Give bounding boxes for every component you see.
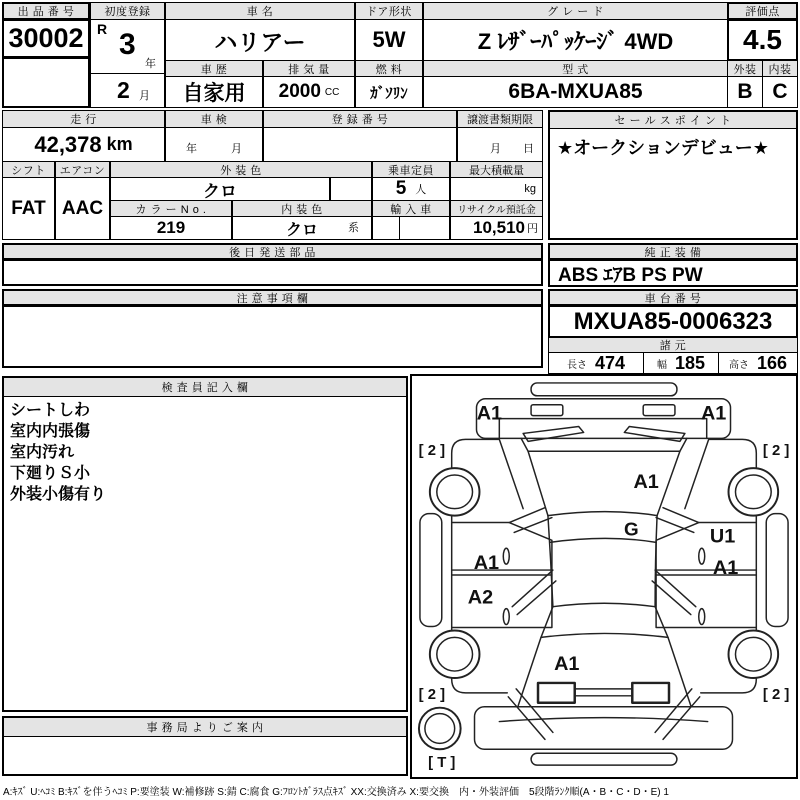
capacity-unit: 人 bbox=[415, 184, 427, 196]
displacement-unit: CC bbox=[324, 86, 340, 98]
spec-height-value: 166 bbox=[756, 352, 788, 373]
later-parts-cell bbox=[2, 259, 543, 286]
max-load-cell bbox=[450, 177, 543, 201]
windshield-corners bbox=[521, 438, 687, 451]
spec-length-value: 474 bbox=[594, 352, 626, 373]
score-label: 評価点 bbox=[727, 2, 798, 20]
inspection-month-unit: 月 bbox=[231, 143, 242, 155]
inspector-note-line: 下廻りＳ小 bbox=[10, 465, 91, 482]
grade-label: グ レ ー ド bbox=[423, 2, 728, 20]
mileage-value: 42,378 bbox=[34, 131, 102, 157]
right-a-pillar bbox=[656, 508, 699, 533]
int-color-value: クロ bbox=[285, 221, 318, 239]
right-rear-band bbox=[655, 689, 700, 739]
displacement-value-cell bbox=[263, 76, 355, 108]
fuel-value: ｶﾞｿﾘﾝ bbox=[355, 76, 423, 108]
car-name: ハリアー bbox=[165, 19, 355, 61]
first-reg-month-cell bbox=[90, 73, 165, 108]
mileage-cell bbox=[2, 127, 165, 162]
roof-sides bbox=[548, 516, 657, 607]
transfer-label: 譲渡書類期限 bbox=[457, 110, 543, 128]
rear-window-top bbox=[553, 603, 655, 606]
ext-color-sub-cell bbox=[330, 177, 372, 201]
auction-no-label: 出 品 番 号 bbox=[2, 2, 90, 20]
front-left-wheel-inner bbox=[437, 475, 473, 509]
ext-color-label: 外 装 色 bbox=[110, 161, 372, 178]
spec-length-cell bbox=[548, 352, 644, 374]
displacement-label: 排 気 量 bbox=[263, 60, 355, 77]
left-sill-panel bbox=[420, 514, 442, 627]
tire-mark-front-right: [ 2 ] bbox=[762, 443, 790, 460]
hood-rear-edge bbox=[499, 419, 706, 439]
equipment-value: ABS ｴｱB PS PW bbox=[548, 259, 798, 287]
recycle-value: 10,510 bbox=[473, 218, 525, 237]
reg-no-label: 登 録 番 号 bbox=[263, 110, 457, 128]
recycle-unit: 円 bbox=[527, 223, 538, 235]
left-rear-door-handle bbox=[503, 609, 509, 625]
color-no-label: カ ラ ー N o . bbox=[110, 200, 232, 217]
score-value: 4.5 bbox=[727, 19, 798, 61]
int-color-cell bbox=[232, 216, 372, 240]
history-label: 車 歴 bbox=[165, 60, 263, 77]
model-code-label: 型 式 bbox=[423, 60, 728, 77]
interior-label: 内装 bbox=[762, 60, 798, 77]
spec-width-cell bbox=[643, 352, 719, 374]
equipment-label: 純 正 装 備 bbox=[548, 243, 798, 260]
right-rear-door-handle bbox=[699, 609, 705, 625]
car-name-label: 車 名 bbox=[165, 2, 355, 20]
right-c-pillar bbox=[652, 570, 696, 615]
damage-mark-door-right-bottom: A1 bbox=[712, 557, 739, 580]
ext-color-value: クロ bbox=[110, 177, 330, 201]
first-reg-label: 初度登録 bbox=[90, 2, 165, 20]
color-no-value: 219 bbox=[110, 216, 232, 240]
door-shape-value: 5W bbox=[355, 19, 423, 61]
max-load-label: 最大積載量 bbox=[450, 161, 543, 178]
left-rear-band bbox=[508, 689, 553, 739]
aircon-label: エアコン bbox=[55, 161, 110, 178]
year-unit: 年 bbox=[145, 58, 156, 70]
fuel-label: 燃 料 bbox=[355, 60, 423, 77]
spare-tire-inner bbox=[425, 714, 455, 744]
tire-mark-rear-left: [ 2 ] bbox=[418, 686, 446, 703]
damage-mark-tailgate: A1 bbox=[554, 653, 580, 676]
door-shape-label: ドア形状 bbox=[355, 2, 423, 20]
left-a-pillar bbox=[509, 508, 552, 533]
history-value: 自家用 bbox=[165, 76, 263, 108]
left-front-door-handle bbox=[503, 548, 509, 564]
tail-light-bar bbox=[575, 689, 633, 696]
transfer-month-unit: 月 bbox=[490, 143, 501, 155]
import-cell-a bbox=[372, 216, 400, 240]
grade-value: Z ﾚｻﾞｰﾊﾟｯｹｰｼﾞ 4WD bbox=[423, 19, 728, 61]
inspection-year-unit: 年 bbox=[186, 143, 197, 155]
specs-label: 諸 元 bbox=[548, 337, 798, 353]
mileage-label: 走 行 bbox=[2, 110, 165, 128]
right-front-door-handle bbox=[699, 548, 705, 564]
left-door-divider bbox=[452, 570, 552, 575]
right-sill-panel bbox=[766, 514, 788, 627]
right-tail-light bbox=[632, 683, 669, 703]
displacement-value: 2000 bbox=[278, 81, 321, 102]
inspector-box bbox=[2, 376, 408, 712]
first-reg-month: 2 bbox=[117, 77, 130, 103]
damage-mark-roof: G bbox=[623, 518, 639, 540]
recycle-cell bbox=[450, 216, 543, 240]
damage-mark-door-right-top: U1 bbox=[709, 525, 736, 548]
left-tail-light bbox=[538, 683, 575, 703]
shift-value: FAT bbox=[2, 177, 55, 240]
inspection-cell bbox=[165, 127, 263, 162]
car-diagram bbox=[412, 376, 796, 777]
recycle-label: リサイクル預託金 bbox=[450, 200, 543, 217]
right-door-divider bbox=[656, 570, 756, 575]
interior-grade: C bbox=[762, 76, 798, 108]
office-box bbox=[2, 716, 408, 776]
mileage-unit: km bbox=[106, 134, 133, 154]
damage-mark-windshield: A1 bbox=[633, 470, 659, 493]
rear-bumper bbox=[475, 707, 733, 750]
right-headlight bbox=[643, 405, 675, 416]
office-label: 事 務 局 よ り ご 案 内 bbox=[4, 718, 406, 737]
front-bumper-strip bbox=[531, 383, 677, 396]
max-load-unit: kg bbox=[524, 183, 536, 195]
rear-window bbox=[541, 607, 668, 638]
month-unit: 月 bbox=[139, 90, 150, 102]
damage-mark-door-rear-left: A2 bbox=[467, 586, 494, 609]
int-color-unit: 系 bbox=[348, 222, 359, 234]
inspector-notes bbox=[4, 397, 406, 508]
import-label: 輸 入 車 bbox=[372, 200, 450, 217]
caution-cell bbox=[2, 305, 543, 368]
capacity-label: 乗車定員 bbox=[372, 161, 450, 178]
transfer-day-unit: 日 bbox=[523, 143, 534, 155]
sales-point-text: ★オークションデビュー★ bbox=[557, 138, 769, 158]
rear-bumper-edge bbox=[499, 718, 707, 722]
auction-no: 30002 bbox=[2, 19, 90, 58]
left-c-pillar bbox=[512, 570, 556, 615]
first-reg-year-cell bbox=[90, 19, 165, 74]
front-right-wheel-inner bbox=[735, 475, 771, 509]
spec-width-label: 幅 bbox=[656, 359, 667, 371]
damage-code-legend: A:ｷｽﾞ U:ﾍｺﾐ B:ｷｽﾞを伴うﾍｺﾐ P:要塗装 W:補修跡 S:錆 C:腐食 G:ﾌﾛﾝﾄｶﾞﾗｽ点ｷｽﾞ XX:交換済み X:要交換 内・外装評価 5段階ﾗﾝｸ順(A・B・C・D・E) 1 bbox=[3, 787, 669, 798]
spec-width-value: 185 bbox=[674, 352, 706, 373]
sales-point-label: セ ー ル ス ポ イ ン ト bbox=[550, 112, 796, 129]
shift-label: シフト bbox=[2, 161, 55, 178]
auction-no-extra-cell bbox=[2, 57, 90, 108]
tire-mark-rear-right: [ 2 ] bbox=[762, 686, 790, 703]
chassis-no-value: MXUA85-0006323 bbox=[548, 305, 798, 338]
spec-length-label: 長さ bbox=[566, 359, 587, 371]
model-code-value: 6BA-MXUA85 bbox=[423, 76, 728, 108]
chassis-no-label: 車 台 番 号 bbox=[548, 289, 798, 306]
reg-no-cell bbox=[263, 127, 457, 162]
caution-label: 注 意 事 項 欄 bbox=[2, 289, 543, 306]
capacity-value: 5 bbox=[395, 178, 407, 199]
inspector-note-line: 室内汚れ bbox=[10, 444, 75, 461]
int-color-label: 内 装 色 bbox=[232, 200, 372, 217]
car-diagram-box bbox=[410, 374, 798, 779]
rear-right-wheel-inner bbox=[735, 637, 771, 671]
spec-height-cell bbox=[718, 352, 798, 374]
tire-mark-front-left: [ 2 ] bbox=[418, 443, 446, 460]
damage-mark-hood-left: A1 bbox=[476, 402, 503, 425]
import-cell-b bbox=[399, 216, 450, 240]
inspector-note-line: シートしわ bbox=[10, 402, 91, 419]
inspector-label: 検 査 員 記 入 欄 bbox=[4, 378, 406, 397]
inspection-label: 車 検 bbox=[165, 110, 263, 128]
capacity-cell bbox=[372, 177, 450, 201]
first-reg-year: 3 bbox=[119, 28, 136, 61]
era-code: R bbox=[97, 21, 108, 37]
rear-left-wheel-inner bbox=[437, 637, 473, 671]
exterior-grade: B bbox=[727, 76, 763, 108]
aircon-value: AAC bbox=[55, 177, 110, 240]
exterior-label: 外装 bbox=[727, 60, 763, 77]
left-headlight bbox=[531, 405, 563, 416]
damage-mark-hood-right: A1 bbox=[700, 402, 727, 425]
sales-point-box bbox=[548, 110, 798, 240]
later-parts-label: 後 日 発 送 部 品 bbox=[2, 243, 543, 260]
transfer-cell bbox=[457, 127, 543, 162]
roof-front-edge bbox=[550, 538, 656, 542]
inspector-note-line: 外装小傷有り bbox=[10, 486, 107, 503]
spec-height-label: 高さ bbox=[728, 359, 749, 371]
rear-bumper-strip bbox=[531, 753, 677, 765]
inspector-note-line: 室内内張傷 bbox=[10, 423, 91, 440]
tire-mark-spare: [ T ] bbox=[428, 755, 456, 772]
damage-mark-door-front-left: A1 bbox=[473, 552, 500, 575]
